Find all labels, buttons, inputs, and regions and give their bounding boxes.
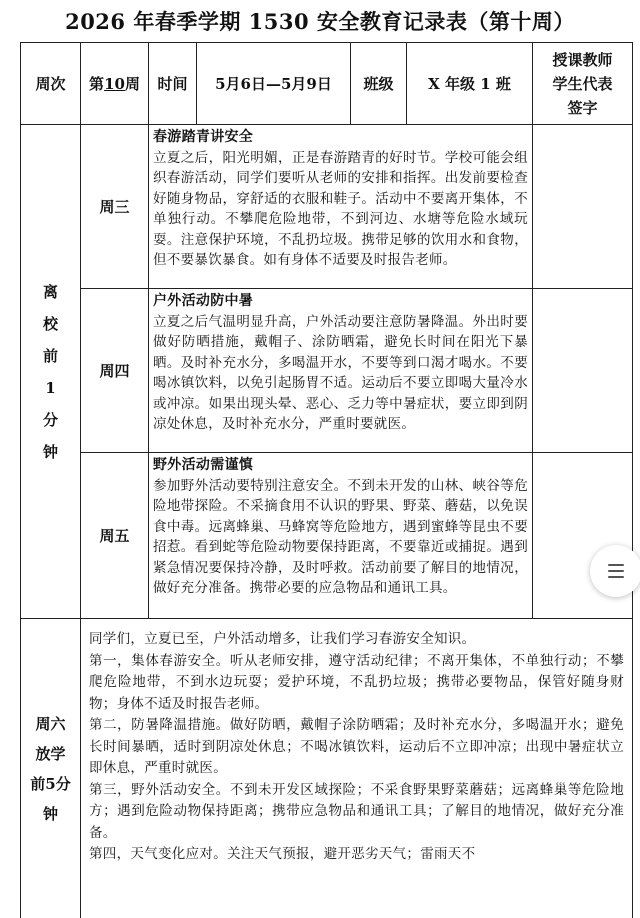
paragraph: 第三，野外活动安全。不到未开发区域探险；不采食野果野菜蘑菇；远离蜂巢等危险地方；遇到危险动物保持距离；携带应急物品和通讯工具；了解目的地情况，做好充分准备。 [89, 781, 624, 841]
week-suffix: 周 [124, 75, 140, 93]
header-row [21, 43, 633, 125]
paragraph: 第二，防暑降温措施。做好防晒，戴帽子涂防晒霜；及时补充水分，多喝温开水；避免长时间暴晒，适时到阴凉处休息；不喝冰镇饮料，运动后不立即冲凉；出现中暑症状立即休息，严重时就医。 [89, 717, 624, 776]
label-char: 离 [42, 282, 58, 301]
time-label: 时间 [149, 43, 197, 125]
day-content [149, 289, 533, 453]
label-char: 钟 [42, 442, 58, 461]
day-content [149, 453, 533, 619]
label-char: 校 [42, 314, 58, 333]
day-label: 周四 [81, 289, 149, 453]
after-school-label [21, 619, 81, 918]
week-label: 周次 [21, 43, 81, 125]
after-school-content [81, 619, 633, 918]
sign-student: 学生代表 [552, 74, 613, 93]
paragraph: 第四，天气变化应对。关注天气预报，避开恶劣天气；雷雨天不 [89, 846, 476, 862]
before-school-label [21, 125, 81, 619]
label-line: 周六 [35, 714, 66, 733]
topic-title: 春游踏青讲安全 [153, 129, 254, 145]
signature-cell [533, 289, 633, 453]
topic-title: 野外活动需谨慎 [153, 457, 254, 473]
day-row-friday [21, 453, 633, 619]
day-label: 周五 [81, 453, 149, 619]
safety-record-table [20, 42, 633, 918]
label-line: 前5分 [30, 774, 71, 793]
topic-text: 立夏之后气温明显升高，户外活动要注意防暑降温。外出时要做好防晒措施，戴帽子、涂防晒霜，避免长时间在阳光下暴晒。及时补充水分，多喝温开水，不要等到口渴才喝水。不要喝冰镇饮料，以免引起肠胃不适。运动后不要立即喝大量冷水或冲凉。如果出现头晕、恶心、乏力等中暑症状，要立即到阴凉处休息，及时补充水分，严重时要就医。 [153, 313, 528, 432]
label-char: 1 [45, 378, 56, 397]
day-row-wednesday [21, 125, 633, 289]
topic-text: 参加野外活动要特别注意安全。不到未开发的山林、峡谷等危险地带探险。不采摘食用不认识的野果、野菜、蘑菇，以免误食中毒。远离蜂巢、马蜂窝等危险地方，遇到蜜蜂等昆虫不要招惹。看到蛇等危险动物要保持距离，不要靠近或捕捉。遇到紧急情况要保持冷静，及时呼救。活动前要了解目的地情况，做好充分准备。携带必要的应急物品和通讯工具。 [153, 477, 528, 596]
page-title: 2026 年春季学期 1530 安全教育记录表（第十周） [65, 9, 575, 34]
label-char: 前 [42, 346, 58, 365]
day-content [149, 125, 533, 289]
signature-cell [533, 125, 633, 289]
class-value: X 年级 1 班 [407, 43, 533, 125]
floating-menu-button[interactable] [590, 545, 640, 597]
class-label: 班级 [351, 43, 407, 125]
paragraph: 同学们，立夏已至，户外活动增多，让我们学习春游安全知识。 [89, 631, 476, 647]
saturday-row [21, 619, 633, 918]
label-line: 放学 [35, 744, 66, 763]
day-label: 周三 [81, 125, 149, 289]
menu-line-icon [608, 576, 624, 578]
week-number-cell [81, 43, 149, 125]
week-number: 10 [104, 75, 125, 93]
topic-text: 立夏之后，阳光明媚，正是春游踏青的好时节。学校可能会组织春游活动，同学们要听从老师的安排和指挥。出发前要检查好随身物品，穿舒适的衣服和鞋子。活动中不要离开集体，不单独行动。不攀爬危险地带，不到河边、水塘等危险水域玩耍。注意保护环境，不乱扔垃圾。携带足够的饮用水和食物，但不要暴饮暴食。如有身体不适要及时报告老师。 [153, 149, 528, 268]
label-char: 分 [42, 410, 58, 429]
sign-teacher: 授课教师 [552, 50, 613, 69]
day-row-thursday [21, 289, 633, 453]
sign-label: 签字 [567, 98, 598, 117]
menu-line-icon [608, 564, 624, 566]
topic-title: 户外活动防中暑 [153, 293, 254, 309]
paragraph: 第一，集体春游安全。听从老师安排，遵守活动纪律；不离开集体，不单独行动；不攀爬危险地带，不到水边玩耍；爱护环境，不乱扔垃圾；携带必要物品，保管好随身财物；身体不适及时报告老师。 [89, 652, 624, 712]
date-range: 5月6日—5月9日 [197, 43, 351, 125]
label-line: 钟 [42, 804, 58, 823]
week-prefix: 第 [89, 75, 105, 93]
signature-header [533, 43, 633, 125]
menu-line-icon [608, 570, 624, 572]
